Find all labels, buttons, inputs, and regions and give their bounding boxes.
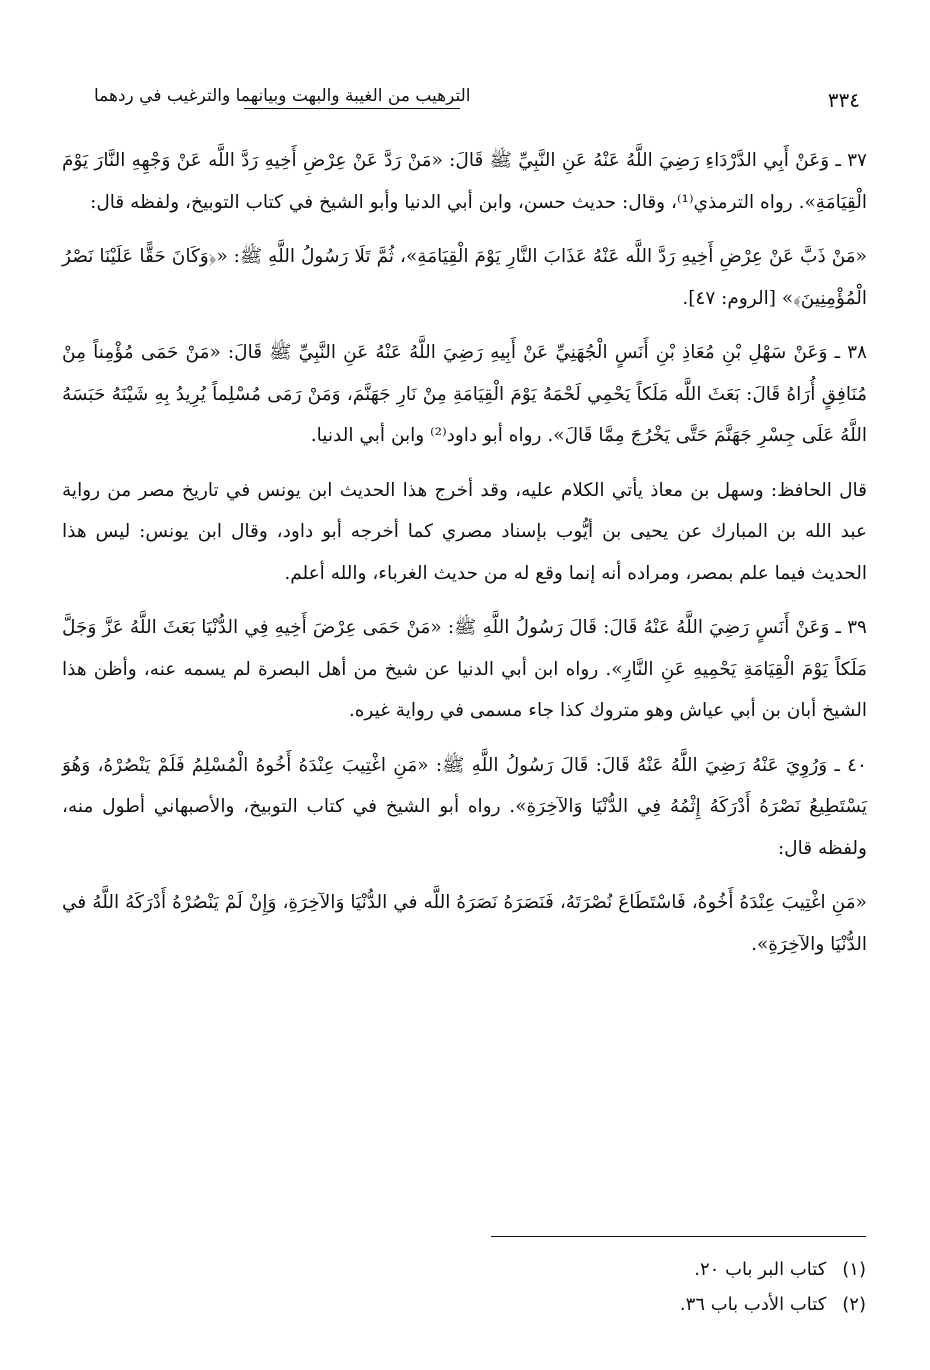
hadith-40-variant: «مَنِ اغْتِيبَ عِنْدَهُ أَخُوهُ، فَاسْتَطَاعَ نُصْرَتَهُ، فَنَصَرَهُ نَصَرَهُ اللَّه في الدُّنْيَا وَالآخِرَةِ، وَإِنْ لَمْ يَنْصُرْهُ أَدْرَكَهُ اللَّهُ في الدُّنْيَا والآخِرَةِ». (62, 892, 867, 955)
hadith-38: ٣٨ ـ وَعَنْ سَهْلِ بْنِ مُعَاذِ بْنِ أَنَسٍ الْجُهَنِيِّ عَنْ أَبِيهِ رَضِيَ اللَّهُ عَنْهُ عَنِ النَّبِيِّ ﷺ قَالَ: «مَنْ حَمَى مُؤْمِناً مِنْ مُنَافِقٍ أُرَاهُ قَالَ: بَعَثَ اللَّه مَلَكاً يَحْمِي لَحْمَهُ يَوْمَ الْقِيَامَةِ مِنْ نَارِ جَهَنَّمَ، وَمَنْ رَمَى مُسْلِماً يُرِيدُ بِهِ شَيْنَهُ حَبَسَهُ اللَّهُ عَلَى جِسْرِ جَهَنَّمَ حَتَّى يَخْرُجَ مِمَّا قَالَ». رواه أبو داود⁽²⁾ وابن أبي الدنيا. (62, 342, 867, 446)
footnote-text: كتاب البر باب ٢٠. (694, 1259, 827, 1280)
footnote-rule (491, 1236, 866, 1237)
hadith-39: ٣٩ ـ وَعَنْ أَنَسٍ رَضِيَ اللَّهُ عَنْهُ قَالَ: قَالَ رَسُولُ اللَّهِ ﷺ: «مَنْ حَمَى عِرْضَ أَخِيهِ فِي الدُّنْيَا بَعَثَ اللَّهُ عَزَّ وَجَلَّ مَلَكاً يَوْمَ الْقِيَامَةِ يَحْمِيهِ عَنِ النَّارِ». رواه ابن أبي الدنيا عن شيخ من أهل البصرة لم يسمه عنه، وأظن هذا الشيخ أبان بن أبي عياش وهو متروك كذا جاء مسمى في رواية غيره. (62, 617, 867, 721)
footnote-2 (486, 1287, 866, 1322)
footnote-1 (486, 1252, 866, 1287)
footnotes (486, 1252, 866, 1322)
hadith-40: ٤٠ ـ وَرُوِيَ عَنْهُ رَضِيَ اللَّهُ عَنْهُ قَالَ: قَالَ رَسُولُ اللَّهِ ﷺ: «مَنِ اغْتِيبَ عِنْدَهُ أَخُوهُ الْمُسْلِمُ فَلَمْ يَنْصُرْهُ، وَهُوَ يَسْتَطِيعُ نَصْرَهُ أَدْرَكَهُ إِثْمُهُ فِي الدُّنْيَا وَالآخِرَةِ». رواه أبو الشيخ في كتاب التوبيخ، والأصبهاني أطول منه، ولفظه قال: (62, 754, 867, 859)
hadith-37: ٣٧ ـ وَعَنْ أَبِي الدَّرْدَاءِ رَضِيَ اللَّهُ عَنْهُ عَنِ النَّبِيِّ ﷺ قَالَ: «مَنْ رَدَّ عَنْ عِرْضِ أَخِيهِ رَدَّ اللَّه عَنْ وَجْهِهِ النَّارَ يَوْمَ الْقِيَامَةِ». رواه الترمذي⁽¹⁾، وقال: حديث حسن، وابن أبي الدنيا وأبو الشيخ في كتاب التوبيخ، ولفظه قال: (62, 150, 867, 213)
footnote-text: كتاب الأدب باب ٣٦. (679, 1294, 827, 1315)
page-number: ٣٣٤ (827, 88, 860, 112)
main-text (62, 140, 867, 978)
header-rule (244, 108, 460, 109)
hadith-37-variant: «مَنْ ذَبَّ عَنْ عِرْضِ أَخِيهِ رَدَّ اللَّه عَنْهُ عَذَابَ النَّارِ يَوْمَ الْقِيَامَةِ»، ثُمَّ تَلَا رَسُولُ اللَّهِ ﷺ: «﴿وَكَانَ حَقًّا عَلَيْنَا نَصْرُ الْمُؤْمِنِينَ﴾» [الروم: ٤٧]. (62, 246, 867, 309)
page-header (92, 84, 862, 114)
running-title: الترهيب من الغيبة والبهت وبيانهما والترغيب في ردهما (94, 86, 471, 106)
hafiz-commentary: قال الحافظ: وسهل بن معاذ يأتي الكلام عليه، وقد أخرج هذا الحديث ابن يونس في تاريخ مصر من رواية عبد الله بن المبارك عن يحيى بن أيُّوب بإسناد مصري كما أخرجه أبو داود، وقال ابن يونس: ليس هذا الحديث فيما علم بمصر، ومراده أنه إنما وقع له من حديث الغرباء، والله أعلم. (62, 479, 867, 584)
footnote-number: (١) (842, 1259, 866, 1280)
footnote-number: (٢) (842, 1294, 866, 1315)
